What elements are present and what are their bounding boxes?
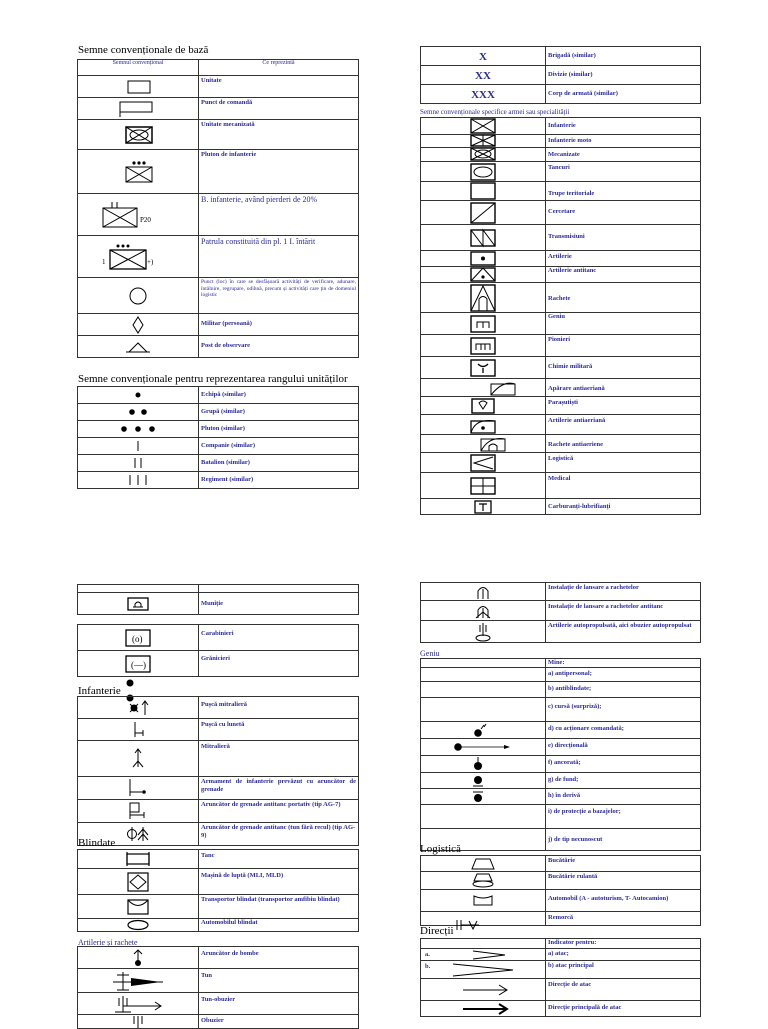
border-guards-symbol	[78, 651, 199, 677]
table-row: Transmisiuni	[546, 225, 701, 251]
table-row: Transportor blindat (transportor amfibiu blindat)	[199, 895, 359, 919]
missiles-symbol	[421, 283, 546, 313]
sniper-rifle-symbol	[78, 719, 199, 741]
q1-title: Semne convenționale de bază	[78, 44, 209, 56]
table-row: Mecanizate	[546, 148, 701, 162]
table-row: b) atac principal	[546, 961, 701, 979]
table-row: Pușcă mitralieră	[199, 697, 359, 719]
table-row: Trupe teritoriale	[546, 182, 701, 201]
table-row: Direcție de atac	[546, 979, 701, 1001]
directions-table	[420, 938, 701, 1017]
infantry-symbol	[421, 118, 546, 135]
table-row: Post de observare	[199, 336, 359, 358]
table-row: Instalație de lansare a rachetelor	[546, 583, 701, 601]
table-row: Geniu	[546, 313, 701, 335]
soldier-symbol	[78, 314, 199, 336]
table-row: Remorcă	[546, 912, 701, 926]
apc-symbol	[78, 895, 199, 919]
drifting-mine-symbol	[421, 789, 546, 805]
main-attack-indicator-symbol: b.	[421, 961, 546, 979]
table-row: Regiment (similar)	[199, 472, 359, 489]
rank-pluton-symbol	[78, 421, 199, 438]
table-row: B. infanterie, având pierderi de 20%	[199, 194, 359, 236]
moto-infantry-symbol	[421, 135, 546, 148]
automobile-symbol	[421, 890, 546, 912]
table-row: Artilerie autopropulsată, aici obuzier autopropulsat	[546, 621, 701, 643]
kitchen-symbol	[421, 856, 546, 872]
rank-companie-symbol	[78, 438, 199, 455]
rank-regiment-symbol	[78, 472, 199, 489]
table-row: Mitralieră	[199, 741, 359, 777]
directional-mine-symbol	[421, 739, 546, 756]
table-row: Chimie militară	[546, 357, 701, 379]
infantry-weapons-table	[77, 696, 359, 846]
tank-symbol	[421, 162, 546, 182]
table-row: b) antiblindate;	[546, 682, 701, 698]
mechanized-unit-symbol	[78, 120, 199, 150]
table-row: Automobil (A - autoturism, T- Autocamion)	[546, 890, 701, 912]
empty-cell	[421, 659, 546, 668]
unit-symbol	[78, 76, 199, 98]
table-row: Tancuri	[546, 162, 701, 182]
rank-echipa-symbol	[78, 387, 199, 404]
table-row: Tun-obuzier	[199, 993, 359, 1015]
table-row: Punct (loc) în care se desfășoară activități de verificare, adunare, întâlnire, regrupare, odihnă, precum și activități care țin de domeniul logistic	[199, 278, 359, 314]
table-row: Carburanți-lubrifianți	[546, 499, 701, 515]
reinforced-patrol-symbol	[78, 236, 199, 278]
rank-table	[77, 386, 359, 489]
table-row: a) atac;	[546, 949, 701, 961]
logistics-symbol	[421, 453, 546, 473]
table-row: Pionieri	[546, 335, 701, 357]
table-row: Infanterie moto	[546, 135, 701, 148]
table-row: Bucătărie	[546, 856, 701, 872]
table-row: Grupă (similar)	[199, 404, 359, 421]
grenade-launcher-weapon-symbol	[78, 777, 199, 800]
table-row: Aruncător de bombe	[199, 947, 359, 969]
table-row: d) cu acționare comandată;	[546, 722, 701, 739]
table-row: Instalație de lansare a rachetelor antitanc	[546, 601, 701, 621]
rocket-launcher-symbol	[421, 583, 546, 601]
anchored-mine-symbol	[421, 756, 546, 773]
empty-cell	[421, 698, 546, 722]
antitank-artillery-symbol	[421, 267, 546, 283]
table-row: Artilerie antitanc	[546, 267, 701, 283]
armor-table	[77, 849, 359, 932]
ammo-table	[77, 584, 359, 615]
table-row: i) de protecție a bazajelor;	[546, 805, 701, 829]
mechanized-symbol	[421, 148, 546, 162]
attack-indicator-symbol: a.	[421, 949, 546, 961]
table-row: Pușcă cu lunetă	[199, 719, 359, 741]
infantry-battalion-losses-symbol	[78, 194, 199, 236]
rank-batalion-symbol	[78, 455, 199, 472]
aa-missiles-symbol	[421, 435, 546, 453]
q2-title: Semne convenționale specifice armei sau specialității	[420, 108, 570, 116]
table-row: Unitate mecanizată	[199, 120, 359, 150]
table-row: Direcție principală de atac	[546, 1001, 701, 1017]
table-row: Tanc	[199, 850, 359, 869]
ifv-symbol	[78, 869, 199, 895]
carabinieri-symbol	[78, 625, 199, 651]
table-row: Armament de infanterie prevăzut cu aruncător de grenade	[199, 777, 359, 800]
mines-table	[420, 658, 701, 851]
logistica-title: Logistică	[420, 843, 461, 855]
portable-at-grenade-launcher-symbol	[78, 800, 199, 823]
armored-car-symbol	[78, 919, 199, 932]
medical-symbol	[421, 473, 546, 499]
table-row	[199, 585, 359, 593]
table-row: j) de tip necunoscut	[546, 829, 701, 851]
table-row: Grănicieri	[199, 651, 359, 677]
infantry-platoon-symbol	[78, 150, 199, 194]
table-row: Aruncător de grenade antitanc portativ (tip AG-7)	[199, 800, 359, 823]
table-row: Indicator pentru:	[546, 939, 701, 949]
table-row: a) antipersonal;	[546, 668, 701, 682]
table-row: Brigadă (similar)	[546, 47, 701, 66]
corps-symbol: XXX	[421, 85, 546, 104]
mortar-symbol	[78, 947, 199, 969]
geniu-title: Geniu	[420, 649, 440, 658]
table-row: g) de fund;	[546, 773, 701, 789]
activity-point-symbol	[78, 278, 199, 314]
at-rocket-launcher-symbol	[421, 601, 546, 621]
table-row: Bucătărie rulantă	[546, 872, 701, 890]
howitzer-symbol	[78, 1015, 199, 1029]
label-p20: P20	[140, 215, 151, 224]
table-row: Divizie (similar)	[546, 66, 701, 85]
gun-howitzer-symbol	[78, 993, 199, 1015]
aa-artillery-symbol	[421, 415, 546, 435]
trailer-symbol	[455, 918, 489, 937]
artillery-table	[77, 946, 359, 1029]
table-row: Pluton de infanterie	[199, 150, 359, 194]
table-row: Carabinieri	[199, 625, 359, 651]
table-row: Unitate	[199, 76, 359, 98]
table-row: c) cursă (surpriză);	[546, 698, 701, 722]
chemical-symbol	[421, 357, 546, 379]
paratroopers-symbol	[421, 397, 546, 415]
header-symbol: Semnul convențional	[78, 60, 199, 76]
empty-cell	[78, 585, 199, 593]
table-row: Muniție	[199, 593, 359, 615]
rank-grupa-symbol	[78, 404, 199, 421]
directii-title: Direcții	[420, 925, 454, 937]
table-row: Automobilul blindat	[199, 919, 359, 932]
table-row: Militar (persoană)	[199, 314, 359, 336]
q1-title2: Semne convenționale pentru reprezentarea rangului unităților	[78, 373, 348, 385]
main-attack-direction-symbol	[421, 1001, 546, 1017]
tank-vehicle-symbol	[78, 850, 199, 869]
table-row: Parașutiști	[546, 397, 701, 415]
table-row: Batalion (similar)	[199, 455, 359, 472]
machine-gun-symbol	[78, 741, 199, 777]
table-row: f) ancorată;	[546, 756, 701, 773]
machine-rifle-symbol	[78, 697, 199, 719]
empty-cell	[421, 668, 546, 682]
table-row: Artilerie antiaeriană	[546, 415, 701, 435]
svg-text:(o): (o)	[132, 633, 143, 644]
mobile-kitchen-symbol	[421, 872, 546, 890]
empty-cell	[421, 805, 546, 829]
table-row: Echipă (similar)	[199, 387, 359, 404]
formation-size-table	[420, 46, 701, 104]
table-row: Artilerie	[546, 251, 701, 267]
header-meaning: Ce reprezintă	[199, 60, 359, 76]
svg-text:(—): (—)	[131, 659, 146, 670]
table-row: Tun	[199, 969, 359, 993]
gun-symbol	[78, 969, 199, 993]
table-row: Aruncător de grenade antitanc (tun fără recul) (tip AG-9)	[199, 823, 359, 846]
command-post-symbol	[78, 98, 199, 120]
table-row: e) direcțională	[546, 739, 701, 756]
table-row: Patrula constituită din pl. 1 I. întărit	[199, 236, 359, 278]
table-row: h) în derivă	[546, 789, 701, 805]
fuel-lubricants-symbol	[421, 499, 546, 515]
infanterie-title: Infanterie	[78, 685, 121, 697]
branch-table	[420, 117, 701, 515]
table-row: Punct de comandă	[199, 98, 359, 120]
division-symbol: XX	[421, 66, 546, 85]
table-row: Mașină de luptă (MLI, MLD)	[199, 869, 359, 895]
table-row: Mine:	[546, 659, 701, 668]
artillery-symbol	[421, 251, 546, 267]
logistics-table	[420, 855, 701, 926]
attack-direction-symbol	[421, 979, 546, 1001]
brigade-symbol: X	[421, 47, 546, 66]
table-row: Cercetare	[546, 201, 701, 225]
reconnaissance-symbol	[421, 201, 546, 225]
art-title: Artilerie și rachete	[78, 938, 138, 947]
ammunition-symbol	[78, 593, 199, 615]
table-row: Companie (similar)	[199, 438, 359, 455]
pioneers-symbol	[421, 335, 546, 357]
sp-artillery-symbol	[421, 621, 546, 643]
gendarmes-table	[77, 624, 359, 677]
table-row: Infanterie	[546, 118, 701, 135]
air-defense-symbol	[421, 379, 546, 397]
blindate-title: Blindate	[78, 837, 116, 849]
signals-symbol	[421, 225, 546, 251]
table-row: Logistică	[546, 453, 701, 473]
command-mine-symbol	[421, 722, 546, 739]
bottom-mine-symbol	[421, 773, 546, 789]
table-row: Corp de armată (similar)	[546, 85, 701, 104]
territorial-troops-symbol	[421, 182, 546, 201]
launchers-table	[420, 582, 701, 643]
table-row: Obuzier	[199, 1015, 359, 1029]
table-row: Rachete	[546, 283, 701, 313]
table-row: Rachete antiaeriene	[546, 435, 701, 453]
basic-signs-table	[77, 59, 359, 358]
table-row: Apărare antiaeriană	[546, 379, 701, 397]
table-row: Pluton (similar)	[199, 421, 359, 438]
label-plus: +)	[147, 257, 154, 266]
engineers-symbol	[421, 313, 546, 335]
empty-cell	[421, 682, 546, 698]
table-row: Medical	[546, 473, 701, 499]
label-1: 1	[102, 257, 106, 266]
observation-post-symbol	[78, 336, 199, 358]
empty-cell	[421, 939, 546, 949]
